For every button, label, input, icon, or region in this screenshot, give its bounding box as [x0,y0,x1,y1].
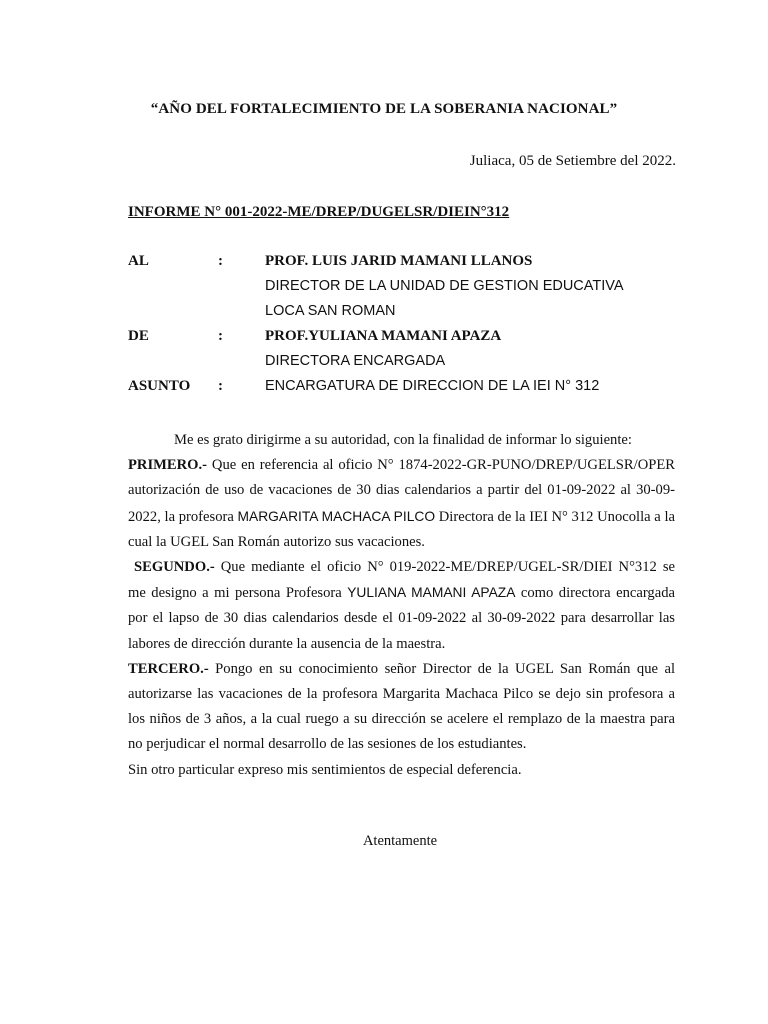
header-row-to [128,253,648,278]
recipient-title-line-1: DIRECTOR DE LA UNIDAD DE GESTION EDUCATIVA [265,278,624,294]
first-point-text-a: Que en referencia al oficio N° 1874-2022-GR-PUNO/DREP/UGELSR/OPER autorización de uso de vacaciones de 30 dias calendarios a partir del 01-09-2022 al 30-09-2022, la profesora [128,457,675,525]
signoff: Atentamente [362,833,438,849]
intro-paragraph: Me es grato dirigirme a su autoridad, con la finalidad de informar lo siguiente: [174,432,632,448]
header-row-from-title [128,353,648,378]
third-point-label: TERCERO.- [128,660,209,677]
third-point-paragraph [128,657,675,758]
report-body [128,428,675,783]
header-row-subject [128,378,648,403]
sender-title: DIRECTORA ENCARGADA [265,353,446,369]
second-point-teacher-name: YULIANA MAMANI APAZA [347,585,516,601]
header-row-to-title-2 [128,303,648,328]
official-year-motto: “AÑO DEL FORTALECIMIENTO DE LA SOBERANIA NACIONAL” [150,101,618,117]
report-number: INFORME N° 001-2022-ME/DREP/DUGELSR/DIEIN°312 [128,204,510,220]
first-point-label: PRIMERO.- [128,457,208,474]
place-and-date: Juliaca, 05 de Setiembre del 2022. [469,153,676,169]
memo-header [128,253,648,403]
first-point-text-b: Directora de la IEI N° 312 Unocolla a la cual la UGEL San Román autorizo sus vacaciones. [128,508,675,550]
second-point-text-a: Que mediante el oficio N° 019-2022-ME/DREP/UGEL-SR/DIEI N°312 se me designo a mi persona Profesora [128,559,675,602]
header-row-from [128,328,648,353]
header-row-to-title-1 [128,278,648,303]
second-point-text-b: como directora encargada por el lapso de 30 dias calendarios desde el 01-09-2022 al 30-09-2022 para desarrollar las labores de dirección durante la ausencia de la maestra. [128,585,675,652]
subject-label: ASUNTO [128,378,191,394]
second-point-label: SEGUNDO.- [134,559,215,576]
first-point-paragraph [128,453,675,555]
sender-name: PROF.YULIANA MAMANI APAZA [265,328,502,344]
subject-colon: : [218,378,223,394]
subject-value: ENCARGATURA DE DIRECCION DE LA IEI N° 312 [265,378,600,394]
first-point-teacher-name: MARGARITA MACHACA PILCO [237,508,436,524]
recipient-title-line-2: LOCA SAN ROMAN [265,303,396,319]
to-label: AL [128,253,149,269]
from-label: DE [128,328,149,344]
to-colon: : [218,253,223,269]
second-point-paragraph [128,555,675,657]
third-point-text: Pongo en su conocimiento señor Director de la UGEL San Román que al autorizarse las vacaciones de la profesora Margarita Machaca Pilco se dejo sin profesora a los niños de 3 años, a la cual ruego a su dirección se acelere el remplazo de la maestra para no perjudicar el normal desarrollo de las sesiones de los estudiantes. [128,660,675,753]
from-colon: : [218,328,223,344]
recipient-name: PROF. LUIS JARID MAMANI LLANOS [265,253,533,269]
closing-line: Sin otro particular expreso mis sentimientos de especial deferencia. [128,761,522,778]
